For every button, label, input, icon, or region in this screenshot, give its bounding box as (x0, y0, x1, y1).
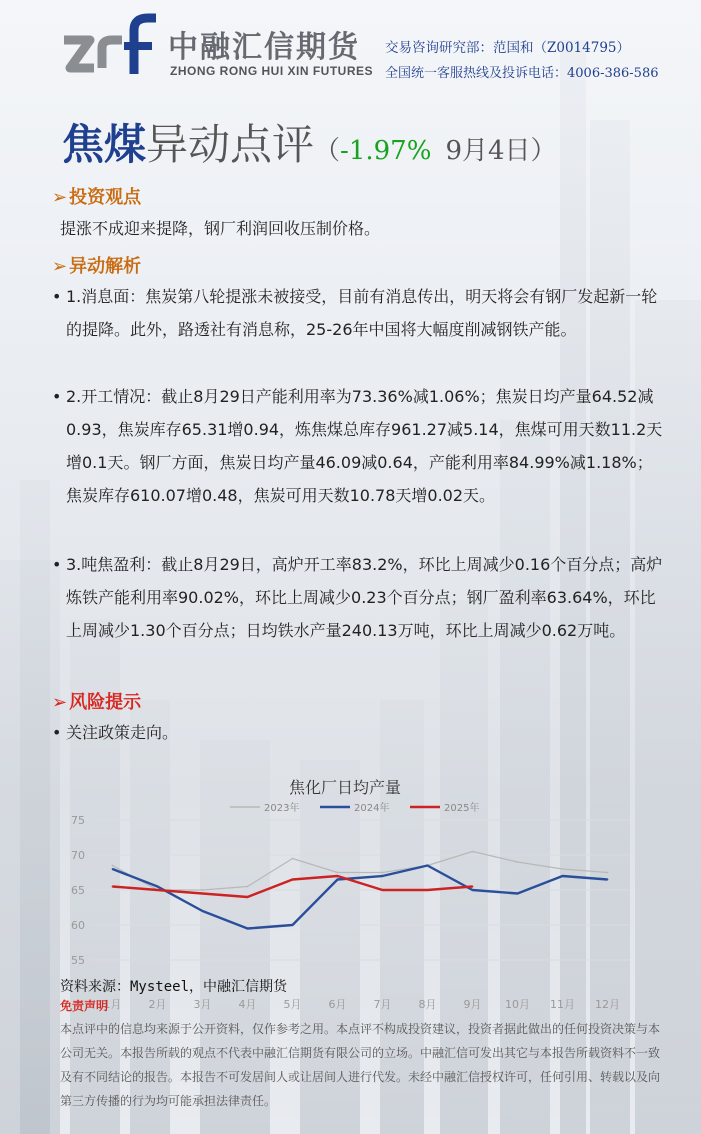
y-tick-label: 70 (71, 849, 85, 862)
y-tick-label: 60 (71, 919, 85, 932)
legend-label: 2023年 (264, 803, 300, 814)
x-tick-label: 1月 (103, 998, 122, 1011)
x-tick-label: 4月 (238, 998, 257, 1011)
chart-x-axis (104, 998, 621, 1011)
series-point (382, 872, 384, 874)
chart-title: 焦化厂日均产量 (288, 778, 402, 797)
series-point (157, 889, 159, 891)
series-point (112, 886, 114, 888)
series-point (562, 875, 564, 877)
section-title: 风险提示 (69, 692, 142, 713)
series-point (427, 865, 429, 867)
series-point (472, 886, 474, 888)
series-point (292, 924, 294, 926)
x-tick-label: 7月 (373, 998, 392, 1011)
analysis-text: 3.吨焦盈利：截止8月29日，高炉开工率83.2%，环比上周减少0.16个百分点；高炉炼铁产能利用率90.02%，环比上周减少0.23个百分点；钢厂盈利率63.64%，环比上周减少1.30个百分点；日均铁水产量240.13万吨，环比上周减少0.62万吨。 (66, 555, 663, 640)
series-point (337, 875, 339, 877)
analysis-text: 2.开工情况：截止8月29日产能利用率为73.36%减1.06%；焦炭日均产量64.52减0.93，焦炭库存65.31增0.94，炼焦煤总库存961.27减5.14，焦煤可用天数11.2天增0.1天。钢厂方面，焦炭日均产量46.09减0.64，产能利用率84.99%减1.18%；焦炭库存610.07增0.48，焦炭可用天数10.78天增0.02天。 (66, 387, 663, 505)
x-tick-label: 3月 (193, 998, 212, 1011)
series-point (202, 910, 204, 912)
department-analyst: 交易咨询研究部：范国和（Z0014795） (385, 40, 631, 56)
risk-text: 关注政策走向。 (66, 723, 179, 742)
x-tick-label: 6月 (328, 998, 347, 1011)
section-analysis (52, 252, 141, 278)
series-line (113, 866, 608, 929)
x-tick-label: 12月 (595, 998, 620, 1011)
page-title (62, 112, 557, 172)
title-product: 焦煤 (62, 120, 147, 169)
arrow-icon: ➢ (52, 692, 68, 713)
series-point (607, 879, 609, 881)
series-point (517, 861, 519, 863)
series-point (337, 879, 339, 881)
disclaimer-text: 本点评中的信息均来源于公开资料，仅作参考之用。本点评不构成投资建议，投资者据此做出的任何投资决策与本公司无关。本报告所载的观点不代表中融汇信期货有限公司的立场。中融汇信可发出其它与本报告所载资料不一致及有不同结论的报告。本报告不可发居间人或让居间人进行代发。未经中融汇信授权许可，任何引用、转载以及向第三方传播的行为均可能承担法律责任。 (60, 1022, 661, 1108)
y-tick-label: 75 (71, 814, 85, 827)
risk-item (52, 716, 664, 749)
bullet-icon: • (52, 723, 62, 742)
hotline: 全国统一客服热线及投诉电话：4006-386-586 (385, 66, 659, 81)
y-tick-label: 55 (71, 954, 85, 967)
series-point (337, 872, 339, 874)
series-point (427, 889, 429, 891)
data-source: 资料来源：Mysteel，中融汇信期货 (60, 979, 288, 995)
arrow-icon: ➢ (52, 256, 68, 277)
bullet-icon: • (52, 387, 62, 406)
series-point (562, 868, 564, 870)
series-point (472, 851, 474, 853)
section-risk (52, 688, 141, 714)
analysis-item-profit (52, 548, 664, 647)
company-logo-icon (60, 10, 160, 80)
section-title: 异动解析 (69, 256, 142, 277)
series-point (112, 865, 114, 867)
series-point (247, 928, 249, 930)
series-point (382, 889, 384, 891)
x-tick-label: 11月 (550, 998, 575, 1011)
chart-y-axis (71, 814, 85, 967)
y-tick-label: 65 (71, 884, 85, 897)
series-point (202, 893, 204, 895)
series-point (382, 875, 384, 877)
title-date: 9月4日） (445, 136, 557, 166)
analysis-text: 1.消息面：焦炭第八轮提涨未被接受，目前有消息传出，明天将会有钢厂发起新一轮的提降。此外，路透社有消息称，25-26年中国将大幅度削减钢铁产能。 (66, 287, 658, 339)
x-tick-label: 8月 (418, 998, 437, 1011)
series-point (517, 893, 519, 895)
arrow-icon: ➢ (52, 187, 68, 208)
legend-label: 2024年 (354, 803, 390, 814)
x-tick-label: 10月 (505, 998, 530, 1011)
investment-view-text: 提涨不成迎来提降，钢厂利润回收压制价格。 (60, 219, 381, 238)
x-tick-label: 5月 (283, 998, 302, 1011)
series-point (157, 886, 159, 888)
title-paren: （ (314, 136, 341, 166)
section-title: 投资观点 (69, 187, 142, 208)
x-tick-label: 9月 (463, 998, 482, 1011)
analysis-item-operation (52, 380, 664, 512)
series-point (292, 858, 294, 860)
company-name-en: ZHONG RONG HUI XIN FUTURES (170, 64, 374, 78)
x-tick-label: 2月 (148, 998, 167, 1011)
bullet-icon: • (52, 555, 62, 574)
legend-label: 2025年 (444, 803, 480, 814)
series-point (112, 868, 114, 870)
chart-legend (230, 801, 479, 814)
series-point (247, 886, 249, 888)
series-point (607, 872, 609, 874)
title-subject: 异动点评 (146, 120, 315, 169)
title-change: -1.97% (340, 136, 432, 166)
series-point (202, 889, 204, 891)
series-point (292, 879, 294, 881)
analysis-item-news (52, 280, 664, 346)
series-point (472, 889, 474, 891)
series-point (247, 896, 249, 898)
section-investment-view (52, 183, 141, 209)
company-name-cn: 中融汇信期货 (168, 30, 360, 65)
bullet-icon: • (52, 287, 62, 306)
disclaimer-title: 免责声明 (60, 999, 109, 1013)
